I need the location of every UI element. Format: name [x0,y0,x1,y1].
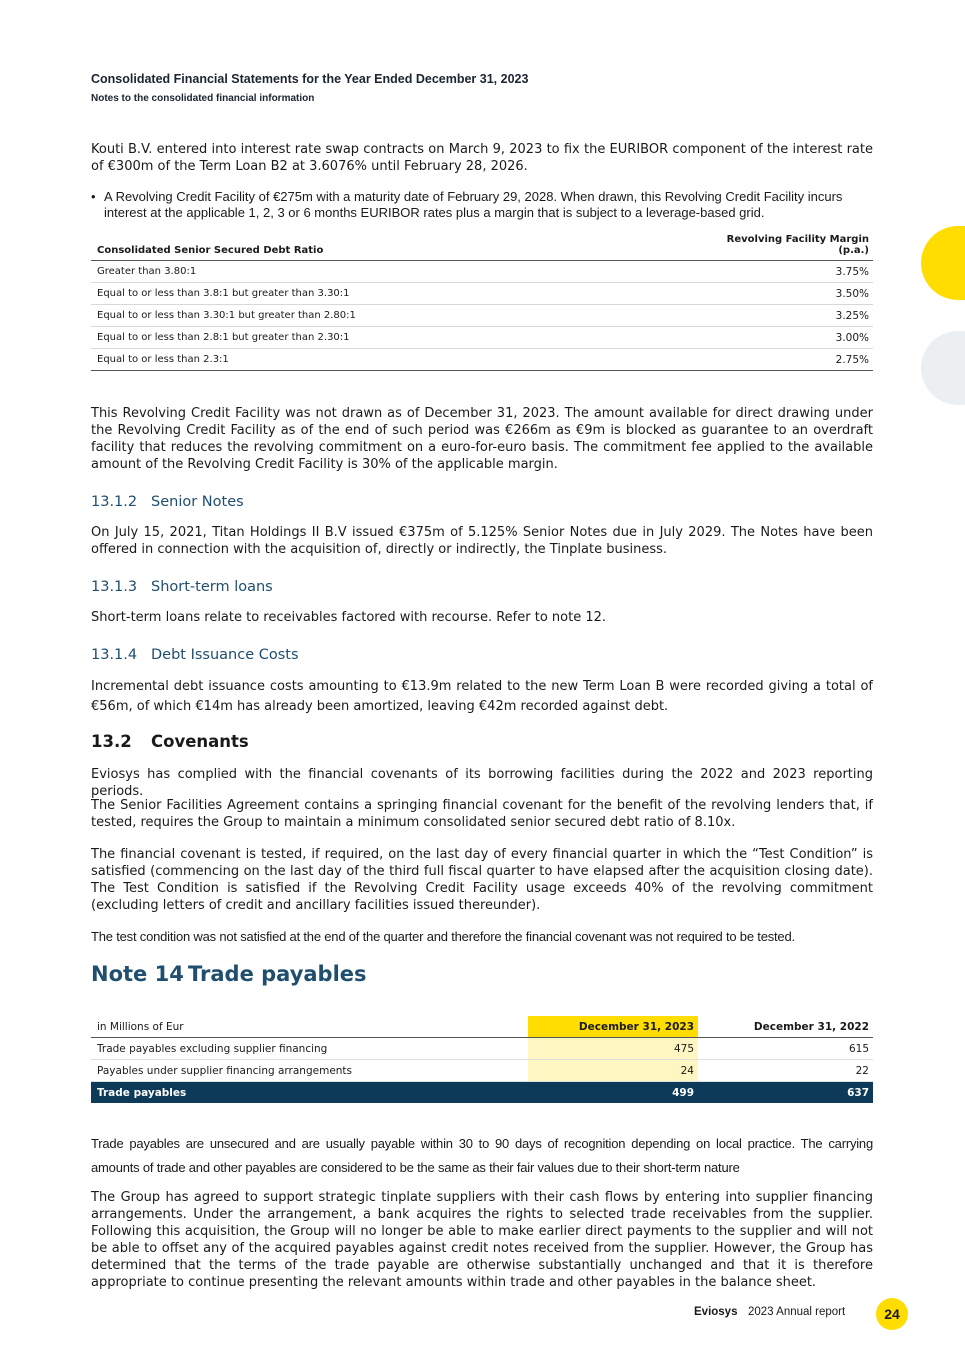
debt-issuance-paragraph: Incremental debt issuance costs amounting to €13.9m related to the new Term Loan B were recorded giving a total of €56m, of which €14m has already been amortized, leaving €42m recorded against debt. [91,679,873,714]
margin-header-line2: (p.a.) [838,245,869,256]
rcf-bullet [91,189,873,221]
covenants-paragraph-3: The financial covenant is tested, if required, on the last day of every financial quarter in which the “Test Condition” is satisfied (commencing on the last day of the third full fiscal quarter to have elapsed after the acquisition closing date). The Test Condition is satisfied if the Revolving Credit Facility usage exceeds 40% of the revolving commitment (excluding letters of credit and ancillary facilities issued thereunder). [91,847,873,913]
margin-table-col-margin [590,232,873,261]
margin-header-line1: Revolving Facility Margin [726,234,869,245]
ratio-cell: Equal to or less than 2.8:1 but greater than 2.30:1 [91,327,590,349]
trade-payables-paragraph-2: The Group has agreed to support strategic tinplate suppliers with their cash flows by entering into supplier financing arrangements. Under the arrangement, a bank acquires the rights to selected trade receivables from the supplier. Following this acquisition, the Group will no longer be able to make earlier direct payments to the supplier and will not be able to offset any of the acquired payables against credit notes received from the supplier. However, the Group has determined that the terms of the trade payable are otherwise substantially unchanged and that it is therefore appropriate to continue presenting the relevant amounts within trade and other payables in the balance sheet. [91,1190,873,1290]
ratio-cell: Greater than 3.80:1 [91,261,590,283]
margin-table-header-row [91,232,873,261]
section-number: 13.1.3 [91,579,138,595]
senior-notes-paragraph: On July 15, 2021, Titan Holdings II B.V issued €375m of 5.125% Senior Notes due in July 2029. The Notes have been offered in connection with the acquisition of, directly or indirectly, the Tinplate business. [91,525,873,557]
table-row [91,327,873,349]
bullet-marker: • [91,189,96,204]
covenants-paragraph-2: The Senior Facilities Agreement contains a springing financial covenant for the benefit of the revolving lenders that, if tested, requires the Group to maintain a minimum consolidated senior secured debt ratio of 8.10x. [91,798,873,830]
section-number: 13.1.4 [91,647,138,663]
section-number: 13.2 [91,732,132,751]
revolving-margin-table [91,232,873,371]
section-heading-covenants [91,732,249,751]
total-row [91,1082,873,1104]
section-title: Covenants [151,732,249,751]
document-header-subtitle: Notes to the consolidated financial information [91,93,315,104]
page-number-badge: 24 [876,1298,908,1330]
table-row [91,261,873,283]
note-14-title [91,962,367,986]
section-number: 13.1.2 [91,494,138,510]
ratio-cell: Equal to or less than 3.8:1 but greater than 3.30:1 [91,283,590,305]
margin-table-col-ratio: Consolidated Senior Secured Debt Ratio [91,232,590,261]
short-term-loans-paragraph: Short-term loans relate to receivables factored with recourse. Refer to note 12. [91,610,606,625]
note-title-text: Trade payables [188,962,367,986]
value-2022: 22 [698,1060,873,1082]
table-row [91,305,873,327]
trade-payables-paragraph-1: Trade payables are unsecured and are usually payable within 30 to 90 days of recognition depending on local practice. The carrying amounts of trade and other payables are considered to be the same as their fair values due to their short-term nature [91,1136,873,1175]
total-2023: 499 [528,1082,698,1104]
footer-brand: Eviosys [694,1306,738,1318]
col-2022-header: December 31, 2022 [698,1016,873,1038]
section-title: Short-term loans [151,579,273,595]
margin-cell: 3.50% [590,283,873,305]
section-title: Debt Issuance Costs [151,647,299,663]
covenants-paragraph-1: Eviosys has complied with the financial covenants of its borrowing facilities during the 2022 and 2023 reporting periods. [91,767,873,799]
value-2023: 475 [528,1038,698,1060]
ratio-cell: Equal to or less than 3.30:1 but greater than 2.80:1 [91,305,590,327]
note-number: Note 14 [91,962,184,986]
row-label: Trade payables excluding supplier financing [91,1038,528,1060]
section-heading-debt-issuance [91,647,299,663]
value-2022: 615 [698,1038,873,1060]
intro-paragraph: Kouti B.V. entered into interest rate swap contracts on March 9, 2023 to fix the EURIBOR component of the interest rate of €300m of the Term Loan B2 at 3.6076% until February 28, 2026. [91,142,873,174]
footer-report-title: 2023 Annual report [748,1306,846,1318]
trade-payables-table [91,1016,873,1103]
table-row [91,283,873,305]
margin-cell: 3.25% [590,305,873,327]
side-tab-yellow [921,226,965,300]
total-2022: 637 [698,1082,873,1104]
side-tab-grey [921,331,965,405]
section-heading-short-term-loans [91,579,273,595]
total-label: Trade payables [91,1082,528,1104]
table-row [91,1038,873,1060]
margin-cell: 2.75% [590,349,873,371]
ratio-cell: Equal to or less than 2.3:1 [91,349,590,371]
document-header-title: Consolidated Financial Statements for the Year Ended December 31, 2023 [91,72,529,86]
section-heading-senior-notes [91,494,244,510]
rcf-paragraph: This Revolving Credit Facility was not drawn as of December 31, 2023. The amount available for direct drawing under the Revolving Credit Facility as of the end of such period was €266m as €9m is blocked as guarantee to an overdraft facility that reduces the revolving commitment on a euro-for-euro basis. The commitment fee applied to the available amount of the Revolving Credit Facility is 30% of the applicable margin. [91,406,873,472]
section-title: Senior Notes [151,494,244,510]
col-2023-header: December 31, 2023 [528,1016,698,1038]
value-2023: 24 [528,1060,698,1082]
margin-cell: 3.75% [590,261,873,283]
rcf-bullet-text: A Revolving Credit Facility of €275m with a maturity date of February 29, 2028. When drawn, this Revolving Credit Facility incurs interest at the applicable 1, 2, 3 or 6 months EURIBOR rates plus a margin that is subject to a leverage-based grid. [104,189,843,220]
margin-cell: 3.00% [590,327,873,349]
row-label: Payables under supplier financing arrangements [91,1060,528,1082]
unit-label: in Millions of Eur [91,1016,528,1038]
trade-table-header-row [91,1016,873,1038]
covenants-paragraph-4: The test condition was not satisfied at the end of the quarter and therefore the financial covenant was not required to be tested. [91,929,795,944]
table-row [91,1060,873,1082]
table-row [91,349,873,371]
